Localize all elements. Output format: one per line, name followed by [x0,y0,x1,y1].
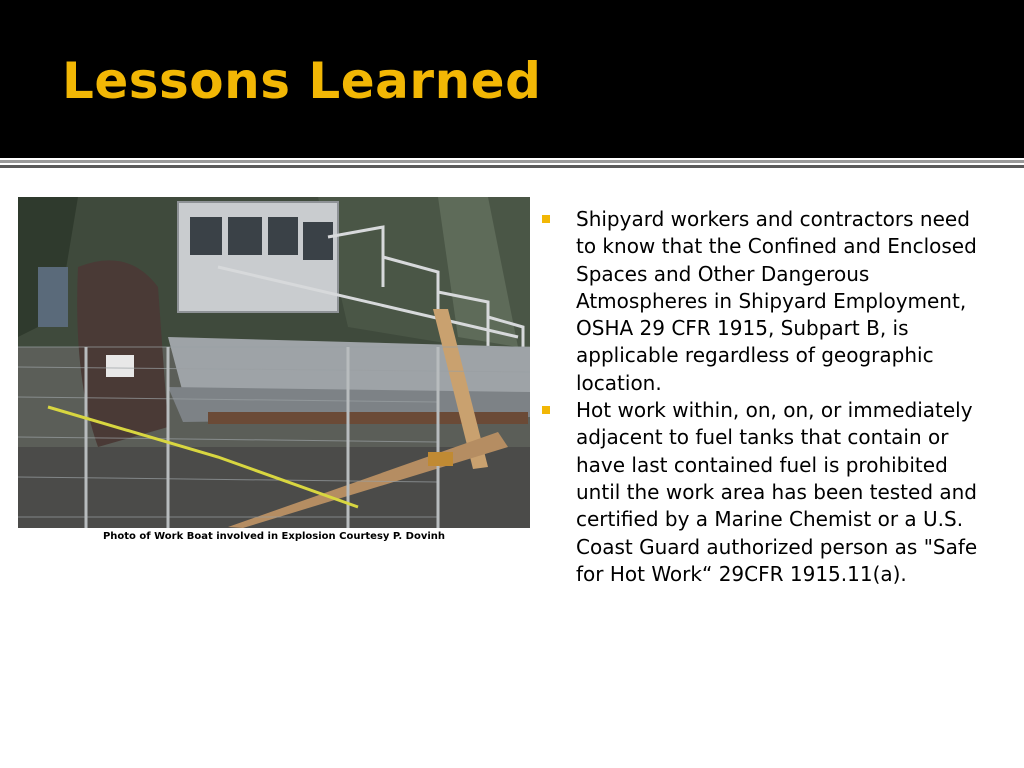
boat-illustration-icon [18,197,530,528]
bullet-text: Hot work within, on, on, or immediately adjacent to fuel tanks that contain or have last contained fuel is prohibited until the work area has been tested and certified by a Marine Chemist or a U.S. Coast Guard authorized person as "Safe for Hot Work“ 29CFR 1915.11(a). [576,398,978,586]
bullet-item [540,206,980,397]
bullet-list [540,206,980,588]
square-bullet-icon [542,406,550,414]
title-bar [0,0,1024,158]
bullet-text: Shipyard workers and contractors need to know that the Confined and Enclosed Spaces and Other Dangerous Atmospheres in Shipyard Employment, OSHA 29 CFR 1915, Subpart B, is applicable regardless of geographic location. [576,207,977,395]
divider-line-top [0,160,1024,163]
photo-caption: Photo of Work Boat involved in Explosion Courtesy P. Dovinh [102,531,446,542]
bullet-item [540,397,980,588]
slide-title: Lessons Learned [62,52,542,110]
divider-line-bottom [0,165,1024,168]
work-boat-photo [18,197,530,528]
square-bullet-icon [542,215,550,223]
